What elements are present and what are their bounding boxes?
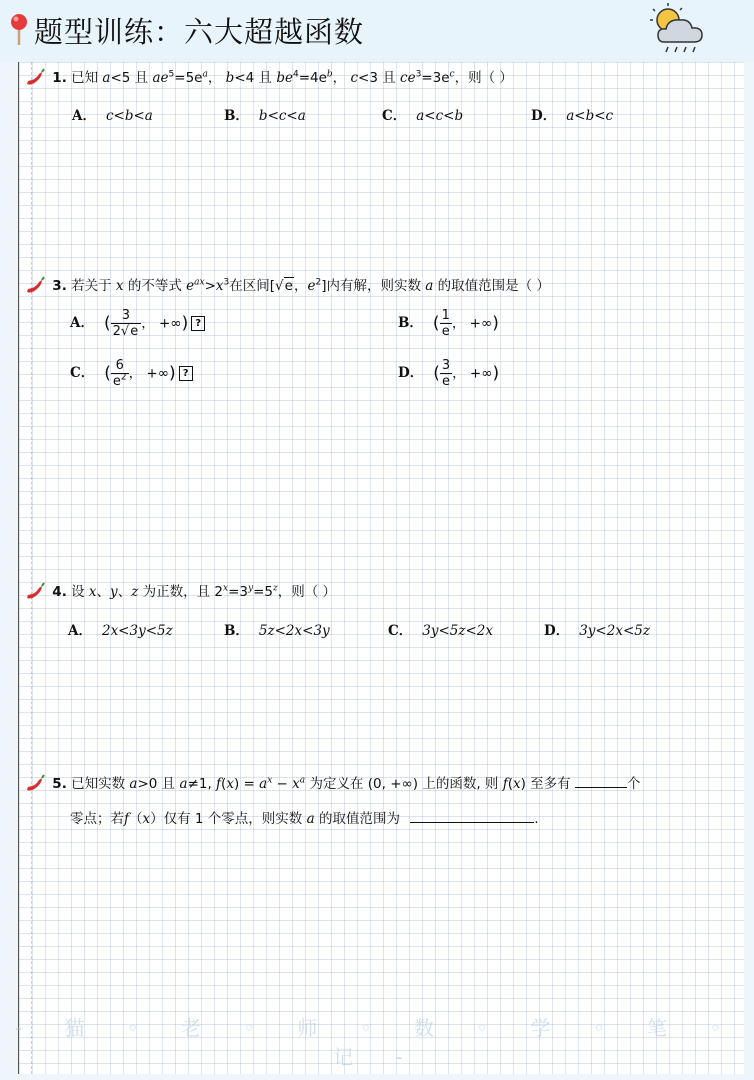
question-5-line-1: 5. 已知实数 a>0 且 a≠1, $f(x) = a^x - x^a$ 为定义在 (0, +∞) 上的函数, 则 f(x) 至多有 个 <box>24 773 640 794</box>
q3-option-b: B． ( $\frac{1}{e}$ ， +∞) <box>398 308 499 339</box>
q4-option-c: C． 3y<5z<2x <box>388 623 493 639</box>
page-header <box>0 0 754 62</box>
q1-option-a: A． c<b<a <box>72 108 153 124</box>
q3-option-c: C． ( $\frac{6}{e^2}$ ， +∞) ? <box>70 358 193 389</box>
chili-icon <box>24 774 46 794</box>
question-5-line-2: 零点；若f（x）仅有 1 个零点，则实数 a 的取值范围为 . <box>70 808 539 829</box>
chili-icon <box>24 68 46 88</box>
q1-option-d: D． a<b<c <box>531 108 614 124</box>
chili-icon <box>24 582 46 602</box>
question-4-stem: 4. 设 x、y、z 为正数，且 $2^x=3^y=5^z$，则（ ） <box>24 582 336 602</box>
q1-option-b: B． b<c<a <box>224 108 306 124</box>
question-1-stem: 1. 已知 a<5 且 $ae^5=5e^a$， b<4 且 $be^4=4e^b$， c<3 且 $ce^3=3e^c$，则（ ） <box>24 68 513 88</box>
question-3-stem: 3. 若关于 x 的不等式 $e^{ax}>x^3$在区间[√e，$e^2$]内有解，则实数 a 的取值范围是（ ） <box>24 276 550 296</box>
answer-blank-2[interactable] <box>410 808 534 823</box>
answer-blank-1[interactable] <box>575 773 627 788</box>
grid-paper <box>18 62 744 1074</box>
unknown-char-box: ? <box>191 316 205 331</box>
page-title: 题型训练：六大超越函数 <box>34 15 365 49</box>
q3-option-a: A． ( $\frac{3}{2√e}$ ， +∞) ? <box>70 308 205 339</box>
q1-option-c: C． a<c<b <box>382 108 464 124</box>
q4-option-a: A． 2x<3y<5z <box>68 623 173 639</box>
watermark-footer: - 猫 ◦ 老 ◦ 师 ◦ 数 ◦ 学 ◦ 笔 ◦ 记 - <box>14 1016 740 1069</box>
q3-option-d: D． ( $\frac{3}{e}$ ， +∞) <box>398 358 500 389</box>
map-pin-icon <box>8 12 30 46</box>
sun-cloud-rain-icon <box>644 2 714 56</box>
q4-option-b: B． 5z<2x<3y <box>224 623 330 639</box>
chili-icon <box>24 276 46 296</box>
q4-option-d: D． 3y<2x<5z <box>544 623 650 639</box>
unknown-char-box: ? <box>179 366 193 381</box>
